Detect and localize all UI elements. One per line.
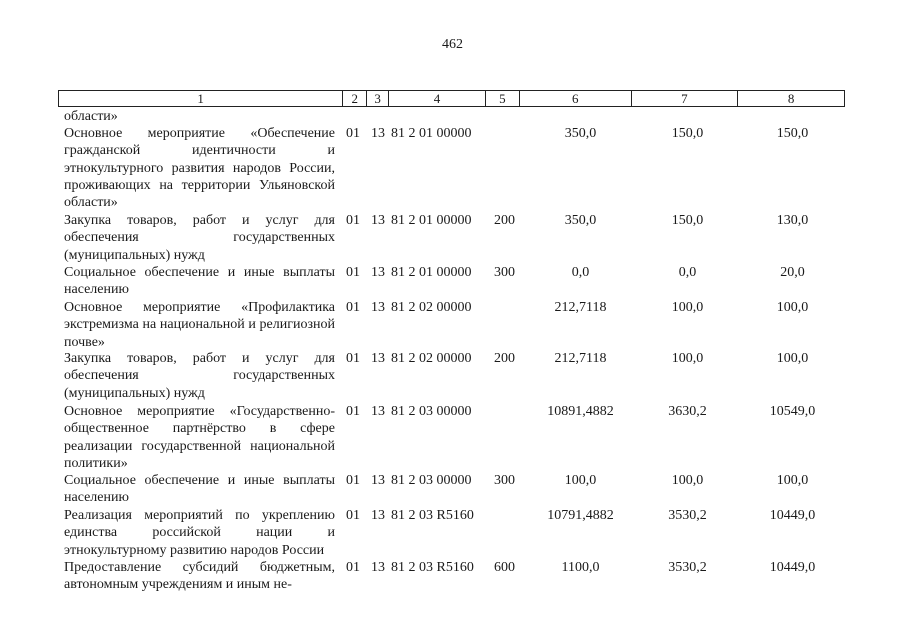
row-csr: 81 2 02 00000: [391, 351, 472, 366]
row-rz: 01: [346, 300, 360, 315]
row-pr: 13: [371, 126, 385, 141]
header-col-4: 4: [389, 91, 486, 106]
row-col7: 150,0: [671, 213, 704, 228]
row-name: Социальное обеспечение и иные выплаты населению: [64, 473, 335, 506]
row-rz: 01: [346, 213, 360, 228]
row-name: Закупка товаров, работ и услуг для обеспечения государственных (муниципальных) нужд: [64, 213, 335, 263]
row-col8: 10449,0: [769, 560, 816, 575]
row-col7: 100,0: [671, 351, 704, 366]
row-vr: 300: [494, 265, 515, 280]
header-col-6: 6: [520, 91, 632, 106]
row-pr: 13: [371, 508, 385, 523]
header-col-5: 5: [486, 91, 520, 106]
row-csr: 81 2 02 00000: [391, 300, 472, 315]
row-rz: 01: [346, 351, 360, 366]
row-col7: 3630,2: [668, 404, 707, 419]
page-number: 462: [442, 37, 463, 52]
row-rz: 01: [346, 265, 360, 280]
row-rz: 01: [346, 404, 360, 419]
row-pr: 13: [371, 473, 385, 488]
row-col8: 100,0: [776, 473, 809, 488]
table-header: [58, 90, 845, 107]
row-col8: 10449,0: [769, 508, 816, 523]
row-name: Социальное обеспечение и иные выплаты населению: [64, 265, 335, 298]
row-csr: 81 2 01 00000: [391, 126, 472, 141]
row-pr: 13: [371, 351, 385, 366]
row-col6: 1100,0: [561, 560, 600, 575]
row-col7: 3530,2: [668, 560, 707, 575]
row-col6: 0,0: [571, 265, 590, 280]
row-csr: 81 2 03 R5160: [391, 560, 474, 575]
row-vr: 300: [494, 473, 515, 488]
row-col8: 100,0: [776, 351, 809, 366]
row-vr: 200: [494, 213, 515, 228]
row-name: Закупка товаров, работ и услуг для обеспечения государственных (муниципальных) нужд: [64, 351, 335, 401]
row-col6: 10891,4882: [547, 404, 614, 419]
row-rz: 01: [346, 560, 360, 575]
row-col6: 350,0: [564, 126, 597, 141]
row-rz: 01: [346, 473, 360, 488]
row-col7: 3530,2: [668, 508, 707, 523]
row-rz: 01: [346, 126, 360, 141]
row-col7: 0,0: [678, 265, 697, 280]
row-pr: 13: [371, 404, 385, 419]
row-col6: 212,7118: [554, 300, 607, 315]
row-pr: 13: [371, 265, 385, 280]
row-col7: 150,0: [671, 126, 704, 141]
row-pr: 13: [371, 213, 385, 228]
row-name: Основное мероприятие «Государственно-общественное партнёрство в сфере реализации государственной национальной политики»: [64, 404, 335, 471]
row-name: Основное мероприятие «Профилактика экстремизма на национальной и религиозной почве»: [64, 300, 335, 350]
header-col-3: 3: [367, 91, 389, 106]
row-col6: 100,0: [564, 473, 597, 488]
row-col8: 130,0: [776, 213, 809, 228]
row-csr: 81 2 03 00000: [391, 404, 472, 419]
row-col7: 100,0: [671, 300, 704, 315]
row-name: Основное мероприятие «Обеспечение гражданской идентичности и этнокультурного развития народов России, проживающих на территории Ульяновской области»: [64, 126, 335, 211]
row-col7: 100,0: [671, 473, 704, 488]
row-name: Реализация мероприятий по укреплению единства российской нации и этнокультурному развитию народов России: [64, 508, 335, 558]
row-csr: 81 2 03 R5160: [391, 508, 474, 523]
row-name: области»: [64, 109, 118, 124]
header-col-8: 8: [787, 91, 795, 106]
row-col6: 10791,4882: [547, 508, 614, 523]
row-csr: 81 2 01 00000: [391, 265, 472, 280]
header-col-1: 1: [59, 91, 343, 106]
row-col8: 20,0: [780, 265, 805, 280]
row-col6: 350,0: [564, 213, 597, 228]
row-col8: 10549,0: [769, 404, 816, 419]
header-col-7: 7: [632, 91, 739, 106]
header-col-2: 2: [343, 91, 367, 106]
row-vr: 600: [494, 560, 515, 575]
row-pr: 13: [371, 300, 385, 315]
row-name: Предоставление субсидий бюджетным, автономным учреждениям и иным не-: [64, 560, 335, 593]
row-csr: 81 2 03 00000: [391, 473, 472, 488]
row-col8: 150,0: [776, 126, 809, 141]
row-rz: 01: [346, 508, 360, 523]
row-csr: 81 2 01 00000: [391, 213, 472, 228]
row-col6: 212,7118: [554, 351, 607, 366]
row-col8: 100,0: [776, 300, 809, 315]
row-vr: 200: [494, 351, 515, 366]
row-pr: 13: [371, 560, 385, 575]
